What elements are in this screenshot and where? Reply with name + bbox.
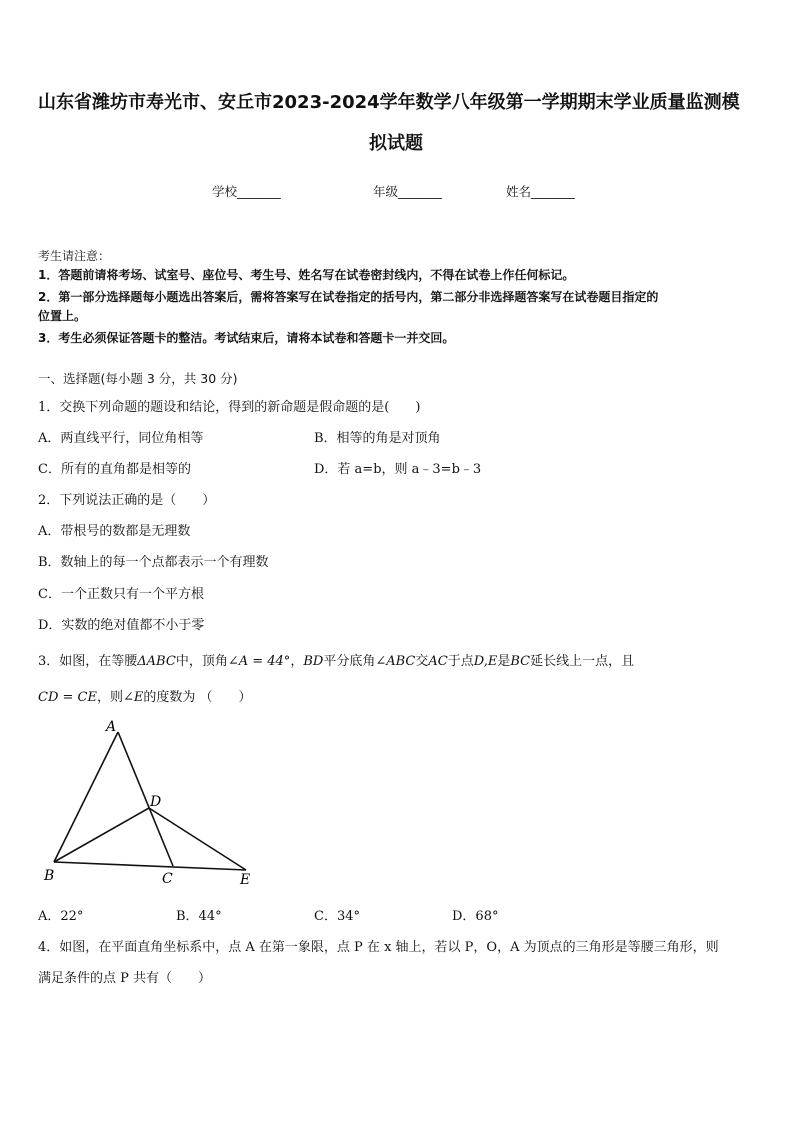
- q3-math-angle-e: ∠E: [122, 690, 144, 705]
- q3-text-10: 的度数为 （ ）: [143, 690, 252, 705]
- q3-text-4: 平分底角: [323, 654, 376, 669]
- segment-de: [149, 808, 246, 870]
- question-1-option-c[interactable]: C．所有的直角都是相等的: [38, 462, 191, 477]
- q3-text-5: 交: [415, 654, 429, 669]
- q3-text-2: 中，顶角: [175, 654, 228, 669]
- q3-text-9: ，则: [96, 690, 123, 705]
- page-title-line2: 拟试题: [369, 133, 423, 154]
- question-2-stem: 2．下列说法正确的是（ ）: [38, 493, 216, 508]
- q3-text-6: 于点: [447, 654, 474, 669]
- question-1-option-b[interactable]: B．相等的角是对顶角: [314, 431, 441, 446]
- notice-heading: 考生请注意：: [38, 249, 111, 263]
- point-d-label: D: [150, 794, 162, 810]
- q3-math-bc: BC: [510, 654, 531, 669]
- q3-math-angle-abc: ∠ABC: [375, 654, 416, 669]
- q3-text-3: ，: [290, 654, 304, 669]
- question-3-stem-line2: [38, 686, 252, 705]
- question-4-stem-line1: 4．如图，在平面直角坐标系中，点 A 在第一象限，点 P 在 x 轴上，若以 P，O，A 为顶点的三角形是等腰三角形，则: [38, 940, 719, 955]
- question-3-option-c[interactable]: C．34°: [314, 909, 360, 924]
- segment-ac: [118, 732, 173, 866]
- question-3-figure: [40, 718, 270, 890]
- question-3-option-b[interactable]: B．44°: [176, 909, 222, 924]
- school-field[interactable]: 学校_______: [212, 184, 281, 199]
- section-heading: 一、选择题(每小题 3 分，共 30 分): [38, 371, 238, 386]
- q3-text-8: 延长线上一点，且: [530, 654, 635, 669]
- q3-math-angle-a: ∠A = 44°: [227, 654, 291, 669]
- question-2-option-c[interactable]: C．一个正数只有一个平方根: [38, 587, 204, 602]
- segment-bd: [54, 808, 149, 862]
- name-field[interactable]: 姓名_______: [506, 184, 575, 199]
- question-3-option-d[interactable]: D．68°: [452, 909, 499, 924]
- question-1-option-a[interactable]: A．两直线平行，同位角相等: [38, 431, 204, 446]
- point-b-label: B: [44, 868, 55, 884]
- notice-item-3: 3．考生必须保证答题卡的整洁。考试结束后，请将本试卷和答题卡一并交回。: [38, 331, 455, 345]
- q3-math-triangle: ΔABC: [137, 654, 176, 669]
- q3-math-cd-ce: CD = CE: [38, 690, 97, 705]
- point-c-label: C: [162, 871, 173, 887]
- question-2-option-d[interactable]: D．实数的绝对值都不小于零: [38, 618, 205, 633]
- q3-math-de: D,E: [473, 654, 498, 669]
- question-1-stem: 1．交换下列命题的题设和结论，得到的新命题是假命题的是( ): [38, 400, 421, 415]
- notice-item-2-line2: 位置上。: [38, 309, 87, 323]
- q3-text-7: 是: [497, 654, 511, 669]
- question-3-stem-line1: [38, 650, 634, 669]
- point-e-label: E: [240, 872, 251, 888]
- page-title-line1: 山东省潍坊市寿光市、安丘市2023-2024学年数学八年级第一学期期末学业质量监测模: [38, 92, 740, 113]
- q3-math-bd: BD: [303, 654, 324, 669]
- q3-text-1: 3．如图，在等腰: [38, 654, 138, 669]
- question-3-option-a[interactable]: A．22°: [38, 909, 84, 924]
- notice-item-1: 1．答题前请将考场、试室号、座位号、考生号、姓名写在试卷密封线内，不得在试卷上作任何标记。: [38, 268, 575, 282]
- question-4-stem-line2: 满足条件的点 P 共有（ ）: [38, 971, 212, 986]
- grade-field[interactable]: 年级_______: [373, 184, 442, 199]
- q3-math-ac: AC: [428, 654, 448, 669]
- segment-be: [54, 862, 246, 870]
- notice-item-2-line1: 2．第一部分选择题每小题选出答案后，需将答案写在试卷指定的括号内，第二部分非选择题答案写在试卷题目指定的: [38, 290, 659, 304]
- question-1-option-d[interactable]: D．若 a=b，则 a﹣3=b﹣3: [314, 462, 482, 477]
- point-a-label: A: [106, 719, 117, 735]
- question-2-option-b[interactable]: B．数轴上的每一个点都表示一个有理数: [38, 555, 269, 570]
- question-2-option-a[interactable]: A．带根号的数都是无理数: [38, 524, 191, 539]
- segment-ab: [54, 732, 118, 862]
